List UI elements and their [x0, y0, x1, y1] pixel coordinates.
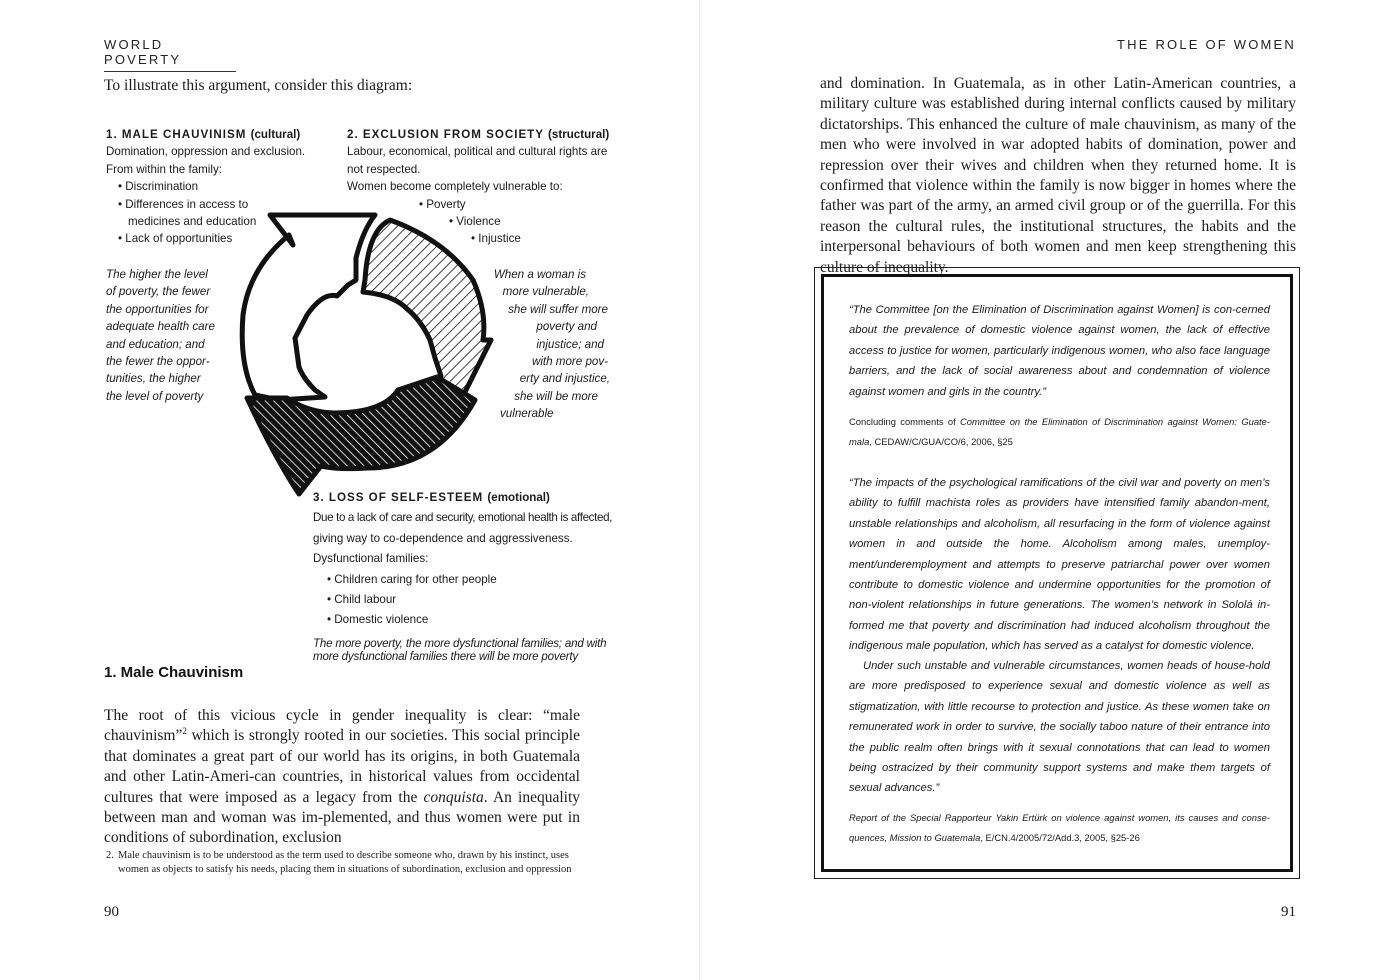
page-number-right: 91: [1281, 904, 1296, 920]
bullet-item: • Violence: [449, 215, 501, 229]
arrow-cultural: [242, 215, 375, 400]
footnote: 2. Male chauvinism is to be understood as the term used to describe someone who, drawn by his instinct, uses women as objects to satisfy his needs, placing them in situations of subordination, exclusion and oppression: [106, 850, 572, 875]
footnote-ref[interactable]: 2: [182, 726, 187, 737]
right-body-paragraph: and domination. In Guatemala, as in other Latin-American countries, a military culture was established during internal conflicts caused by military dictatorships. This enhanced the culture of male chauvinism, as many of the men who were involved in war adopted habits of domination, power and repression over their wives and children when they returned home. It is confirmed that violence within the family is now bigger in homes where the father was part of the army, an armed civil group or of the guerrilla. For this reason the cultural rules, the institutional structures, the habits and the interpersonal behaviours of both women and men keep strengthening this culture of inequality.: [820, 75, 1296, 276]
bullet-item: • Lack of opportunities: [118, 230, 336, 247]
quote-1: “The Committee [on the Elimination of Discrimination against Women] is con-cerned about the prevalence of domestic violence against women, the lack of effective access to justice for women, particularly indigenous women, who also face language barriers, and the lack of social awareness about and condemnation of violence against women and girls in the country.”: [849, 304, 1270, 398]
bullet-continuation: medicines and education: [128, 215, 257, 229]
quote-2-source: Report of the Special Rapporteur Yakin Ertürk on violence against women, its causes and conse-quences, Mission to Guatemala, E/CN.4/2005/72/Add.3, 2005, §25-26: [849, 812, 1270, 843]
section-3-line: giving way to co-dependence and aggressiveness.: [313, 531, 573, 545]
section-heading: 1. Male Chauvinism: [104, 664, 244, 681]
intro-text: To illustrate this argument, consider this diagram:: [104, 77, 413, 94]
section-1-title: 1. MALE CHAUVINISM (cultural): [106, 128, 301, 141]
diagram-left-note: The higher the level of poverty, the fewer the opportunities for adequate health care and education; and the fewer the oppor- tunities, the higher the level of poverty: [106, 268, 215, 403]
bullet-item: • Differences in access to: [118, 196, 336, 213]
section-2-title: 2. EXCLUSION FROM SOCIETY (structural): [347, 128, 610, 141]
cycle-arrows-icon: [225, 200, 515, 510]
bullet-item: • Domestic violence: [327, 610, 623, 630]
section-1-line: From within the family:: [106, 162, 222, 176]
running-header-left: WORLD POVERTY: [104, 37, 236, 72]
quote-2-continued: Under such unstable and vulnerable circumstances, women heads of house-hold are more predisposed to experience sexual and domestic violence as well as stigmatization, with little recourse to protection and justice. As these women take on remunerated work in order to survive, the socially taboo nature of their entrance into the public realm often brings with it sexual connotations that can lead to women being ostracized by their community support systems and make them targets of sexual advances.”: [849, 660, 1270, 795]
section-3-line: Dysfunctional families:: [313, 552, 429, 566]
bullet-item: • Discrimination: [118, 178, 336, 195]
bullet-item: • Poverty: [419, 197, 466, 211]
quote-1-source: Concluding comments of Committee on the Elimination of Discrimination against Women: Guate-mala, CEDAW/C/GUA/CO/6, 2006, §25: [849, 416, 1270, 447]
section-2-line: Labour, economical, political and cultural rights are: [347, 145, 608, 159]
section-3-note: The more poverty, the more dysfunctional families; and with more dysfunctional families there will be more poverty: [313, 636, 607, 664]
body-paragraph: The root of this vicious cycle in gender inequality is clear: “male chauvinism”$^2$ which is strongly rooted in our societies. This social principle that dominates a great part of our world has its origins, in both Guatemala and other Latin-Ameri-can countries, in historical values from occidental cultures that were imposed as a legacy from the conquista. An inequality between man and woman was im-plemented, and thus women were put in conditions of subordination, exclusion: [104, 707, 581, 847]
section-2-line: Women become completely vulnerable to:: [347, 180, 563, 194]
section-3-title: 3. LOSS OF SELF-ESTEEM (emotional): [313, 491, 550, 504]
section-3-line: Due to a lack of care and security, emotional health is affected,: [313, 511, 613, 525]
bullet-item: • Child labour: [327, 590, 623, 610]
quote-2: “The impacts of the psychological ramifications of the civil war and poverty on men’s ability to fulfill machista roles as providers have intensified family abandon-ment, unstable relationships and alcoholism, all resurfacing in the form of violence against women in and outside the home. Alcoholism among males, unemploy-ment/underemployment and attempts to preserve patriarchal power over women contribute to domestic violence and undermine opportunities for the promotion of non-violent relationships in future generations. The women’s network in Sololá in-formed me that poverty and discrimination had induced alcoholism throughout the indigenous male population, which has served as a catalyst for domestic violence.: [849, 477, 1270, 653]
section-1-line: Domination, oppression and exclusion.: [106, 145, 306, 159]
diagram-right-note: When a woman is more vulnerable, she will suffer more poverty and injustice; and with more pov- erty and injustice, she will be more vulnerable: [493, 268, 610, 421]
section-2-line: not respected.: [347, 162, 421, 176]
bullet-item: • Injustice: [471, 232, 521, 246]
running-header-right: THE ROLE OF WOMEN: [1117, 37, 1296, 52]
bullet-item: • Children caring for other people: [327, 570, 623, 590]
diagram-section-3: [313, 488, 623, 664]
page-number-left: 90: [104, 904, 119, 920]
